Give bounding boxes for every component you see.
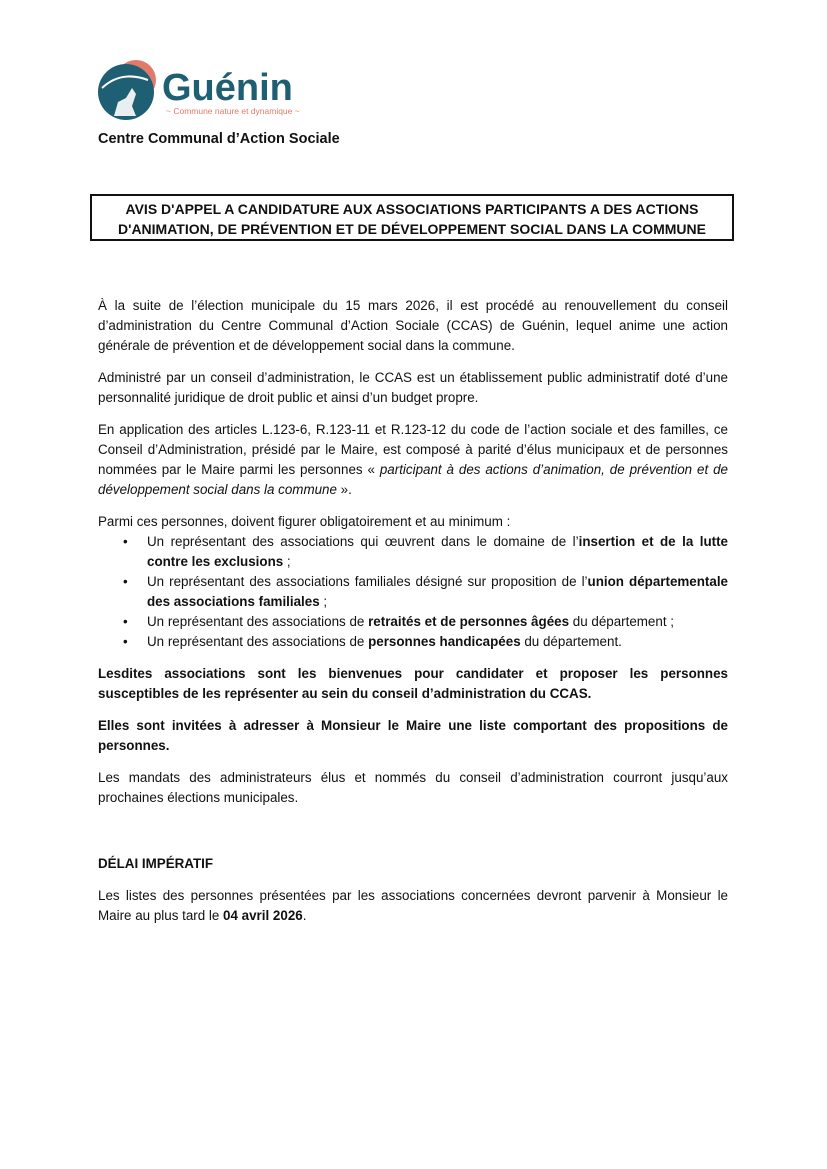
paragraph: À la suite de l’élection municipale du 15 mars 2026, il est procédé au renouvellement du conseil d’administration du Centre Communal d’Action Sociale (CCAS) de Guénin, lequel anime une action générale de prévention et de développement social dans la commune. (98, 298, 728, 353)
document-body (98, 296, 728, 938)
guenin-logo (96, 58, 326, 122)
svg-text:Guénin: Guénin (162, 67, 293, 109)
paragraph: Administré par un conseil d’administration, le CCAS est un établissement public administratif doté d’une personnalité juridique de droit public et ainsi d’un budget propre. (98, 370, 728, 405)
text: En application des articles L.123-6, R.123-11 et R.123-12 du code de l’action sociale et des familles, ce Conseil d’Administration, présidé par le Maire, est composé à parité d’élus municipaux et de personnes nommées par le Maire parmi les personnes « (98, 422, 728, 477)
organization-name: Centre Communal d’Action Sociale (98, 131, 340, 147)
title-line-1: AVIS D'APPEL A CANDIDATURE AUX ASSOCIATIONS PARTICIPANTS A DES ACTIONS (125, 201, 699, 217)
paragraph: Les mandats des administrateurs élus et nommés du conseil d’administration courront jusqu’aux prochaines élections municipales. (98, 770, 728, 805)
list-item: • Un représentant des associations familiales désigné sur proposition de l’union départementale des associations familiales ; (147, 572, 728, 612)
list-item: • Un représentant des associations de retraités et de personnes âgées du département ; (147, 612, 728, 632)
text: ». (336, 482, 352, 497)
title-line-2: D'ANIMATION, DE PRÉVENTION ET DE DÉVELOPPEMENT SOCIAL DANS LA COMMUNE (118, 221, 706, 237)
deadline-date: 04 avril 2026 (223, 908, 303, 923)
paragraph: Les listes des personnes présentées par les associations concernées devront parvenir à Monsieur le Maire au plus tard le 04 avril 2026. (98, 888, 728, 923)
notice-title (90, 194, 734, 241)
list-item: • Un représentant des associations qui œuvrent dans le domaine de l’insertion et de la lutte contre les exclusions ; (147, 532, 728, 572)
list-item: • Un représentant des associations de personnes handicapées du département. (147, 632, 728, 652)
requirements-list (98, 532, 728, 652)
paragraph: Elles sont invitées à adresser à Monsieur le Maire une liste comportant des propositions de personnes. (98, 718, 728, 753)
svg-text:~ Commune nature et dynamique: ~ Commune nature et dynamique ~ (166, 106, 300, 116)
paragraph: Lesdites associations sont les bienvenues pour candidater et proposer les personnes susceptibles de les représenter au sein du conseil d’administration du CCAS. (98, 666, 728, 701)
quote: participant à des actions d’animation, de prévention et de développement social dans la commune (98, 462, 728, 497)
section-heading: DÉLAI IMPÉRATIF (98, 856, 214, 871)
paragraph (98, 420, 728, 500)
paragraph: Parmi ces personnes, doivent figurer obligatoirement et au minimum : (98, 514, 511, 529)
